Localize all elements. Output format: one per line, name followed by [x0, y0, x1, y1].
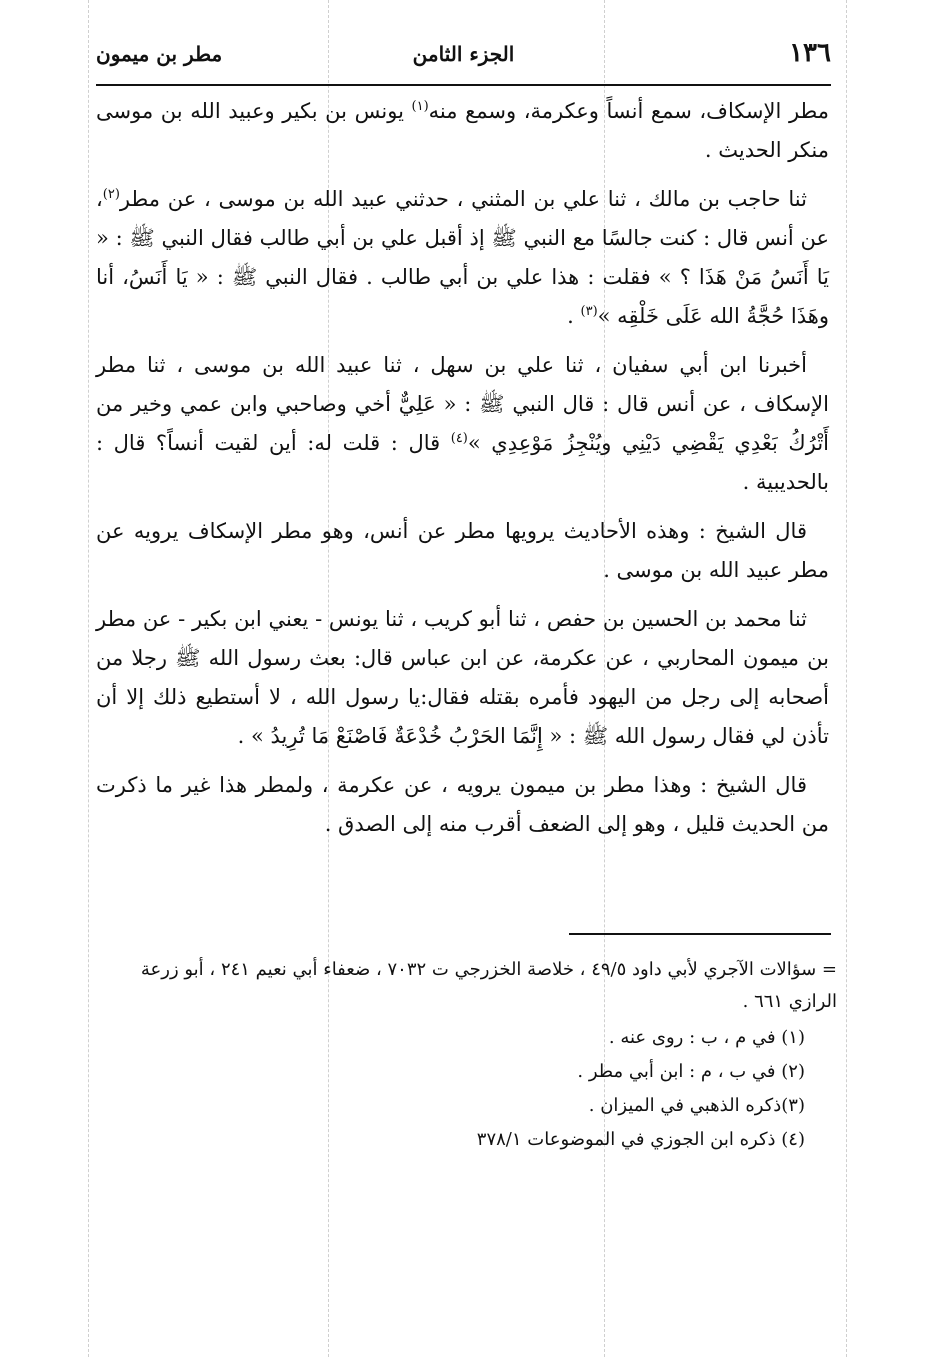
part-title: الجزء الثامن	[412, 42, 515, 66]
paragraph-3-text-cont: قال : قلت له: أين لقيت أنساً؟ قال : بالحديبية .	[96, 431, 829, 494]
main-text	[96, 92, 829, 854]
paragraph-2-text-cont: ، عن أنس قال : كنت جالسًا مع النبي ﷺ إذ أقبل علي بن أبي طالب فقال النبي ﷺ : « يَا أَنَسُ مَنْ هَذَا ؟ » فقلت : هذا علي بن أبي طالب . فقال النبي ﷺ : « يَا أَنَسُ، أنا وهَذَا حُجَّةُ الله عَلَى خَلْقِه »	[96, 187, 829, 328]
footnote-ref-3: (٣)	[580, 304, 598, 319]
paragraph-5-text: ثنا محمد بن الحسين بن حفص ، ثنا أبو كريب ، ثنا يونس - يعني ابن بكير - عن مطر بن ميمون المحاربي ، عن عكرمة، عن ابن عباس قال: بعث رسول الله ﷺ رجلا من أصحابه إلى رجل من اليهود فأمره بقتله فقال:يا رسول الله ، لا أستطيع ذلك إلا أن تأذن لي فقال رسول الله ﷺ : « إِنَّمَا الحَرْبُ خُدْعَةٌ فَاصْنَعْ مَا تُرِيدُ » .	[96, 607, 829, 748]
paragraph-4-text: قال الشيخ : وهذه الأحاديث يرويها مطر عن أنس، وهو مطر الإسكاف يرويه عن مطر عبيد الله بن موسى .	[96, 519, 829, 582]
footnote-item: (١) في م ، ب : روى عنه .	[608, 1027, 805, 1048]
footnote-rule	[569, 933, 831, 935]
scan-guide-line-left	[88, 0, 89, 1357]
footnote-item: (٢) في ب ، م : ابن أبي مطر .	[577, 1061, 805, 1082]
paragraph-1-text-cont: يونس بن بكير وعبيد الله بن موسى منكر الحديث .	[96, 99, 829, 162]
paragraph-1	[96, 92, 829, 170]
footnote-continuation: = سؤالات الآجري لأبي داود ٤٩/٥ ، خلاصة الخزرجي ت ٧٠٣٢ ، ضعفاء أبي نعيم ٢٤١ ، أبو زرعة الرازي ٦٦١ .	[140, 959, 837, 1012]
paragraph-3-text: أخبرنا ابن أبي سفيان ، ثنا علي بن سهل ، ثنا عبيد الله بن موسى ، ثنا مطر الإسكاف ، عن أنس قال : قال النبي ﷺ : « عَلِيٌّ أخي وصاحبي وابن عمي وخير من أَتْرُكُ بَعْدِي يَقْضِي دَيْنِي ويُنْجِزُ مَوْعِدِي »	[96, 353, 829, 455]
footnote-ref-2: (٢)	[102, 187, 120, 202]
footnote-ref-1: (١)	[411, 99, 429, 114]
paragraph-6	[96, 766, 829, 844]
page-header	[96, 38, 831, 78]
page-number: ١٣٦	[789, 38, 831, 68]
paragraph-2-text-end: .	[567, 304, 581, 328]
running-head: مطر بن ميمون	[96, 42, 223, 66]
footnote-item: (٣)ذكره الذهبي في الميزان .	[588, 1095, 805, 1116]
footnotes	[96, 954, 837, 1158]
paragraph-3	[96, 346, 829, 502]
paragraph-1-text: مطر الإسكاف، سمع أنساً وعكرمة، وسمع منه	[428, 99, 829, 123]
footnote-item: (٤) ذكره ابن الجوزي في الموضوعات ٣٧٨/١	[476, 1129, 805, 1150]
paragraph-5	[96, 600, 829, 756]
scan-guide-line-right	[846, 0, 847, 1357]
header-rule	[96, 84, 831, 86]
paragraph-6-text: قال الشيخ : وهذا مطر بن ميمون يرويه ، عن عكرمة ، ولمطر هذا غير ما ذكرت من الحديث قليل ، وهو إلى الضعف أقرب منه إلى الصدق .	[96, 773, 829, 836]
paragraph-4	[96, 512, 829, 590]
paragraph-2-text: ثنا حاجب بن مالك ، ثنا علي بن المثني ، حدثني عبيد الله بن موسى ، عن مطر	[119, 187, 807, 211]
footnote-ref-4: (٤)	[450, 431, 468, 446]
paragraph-2	[96, 180, 829, 336]
